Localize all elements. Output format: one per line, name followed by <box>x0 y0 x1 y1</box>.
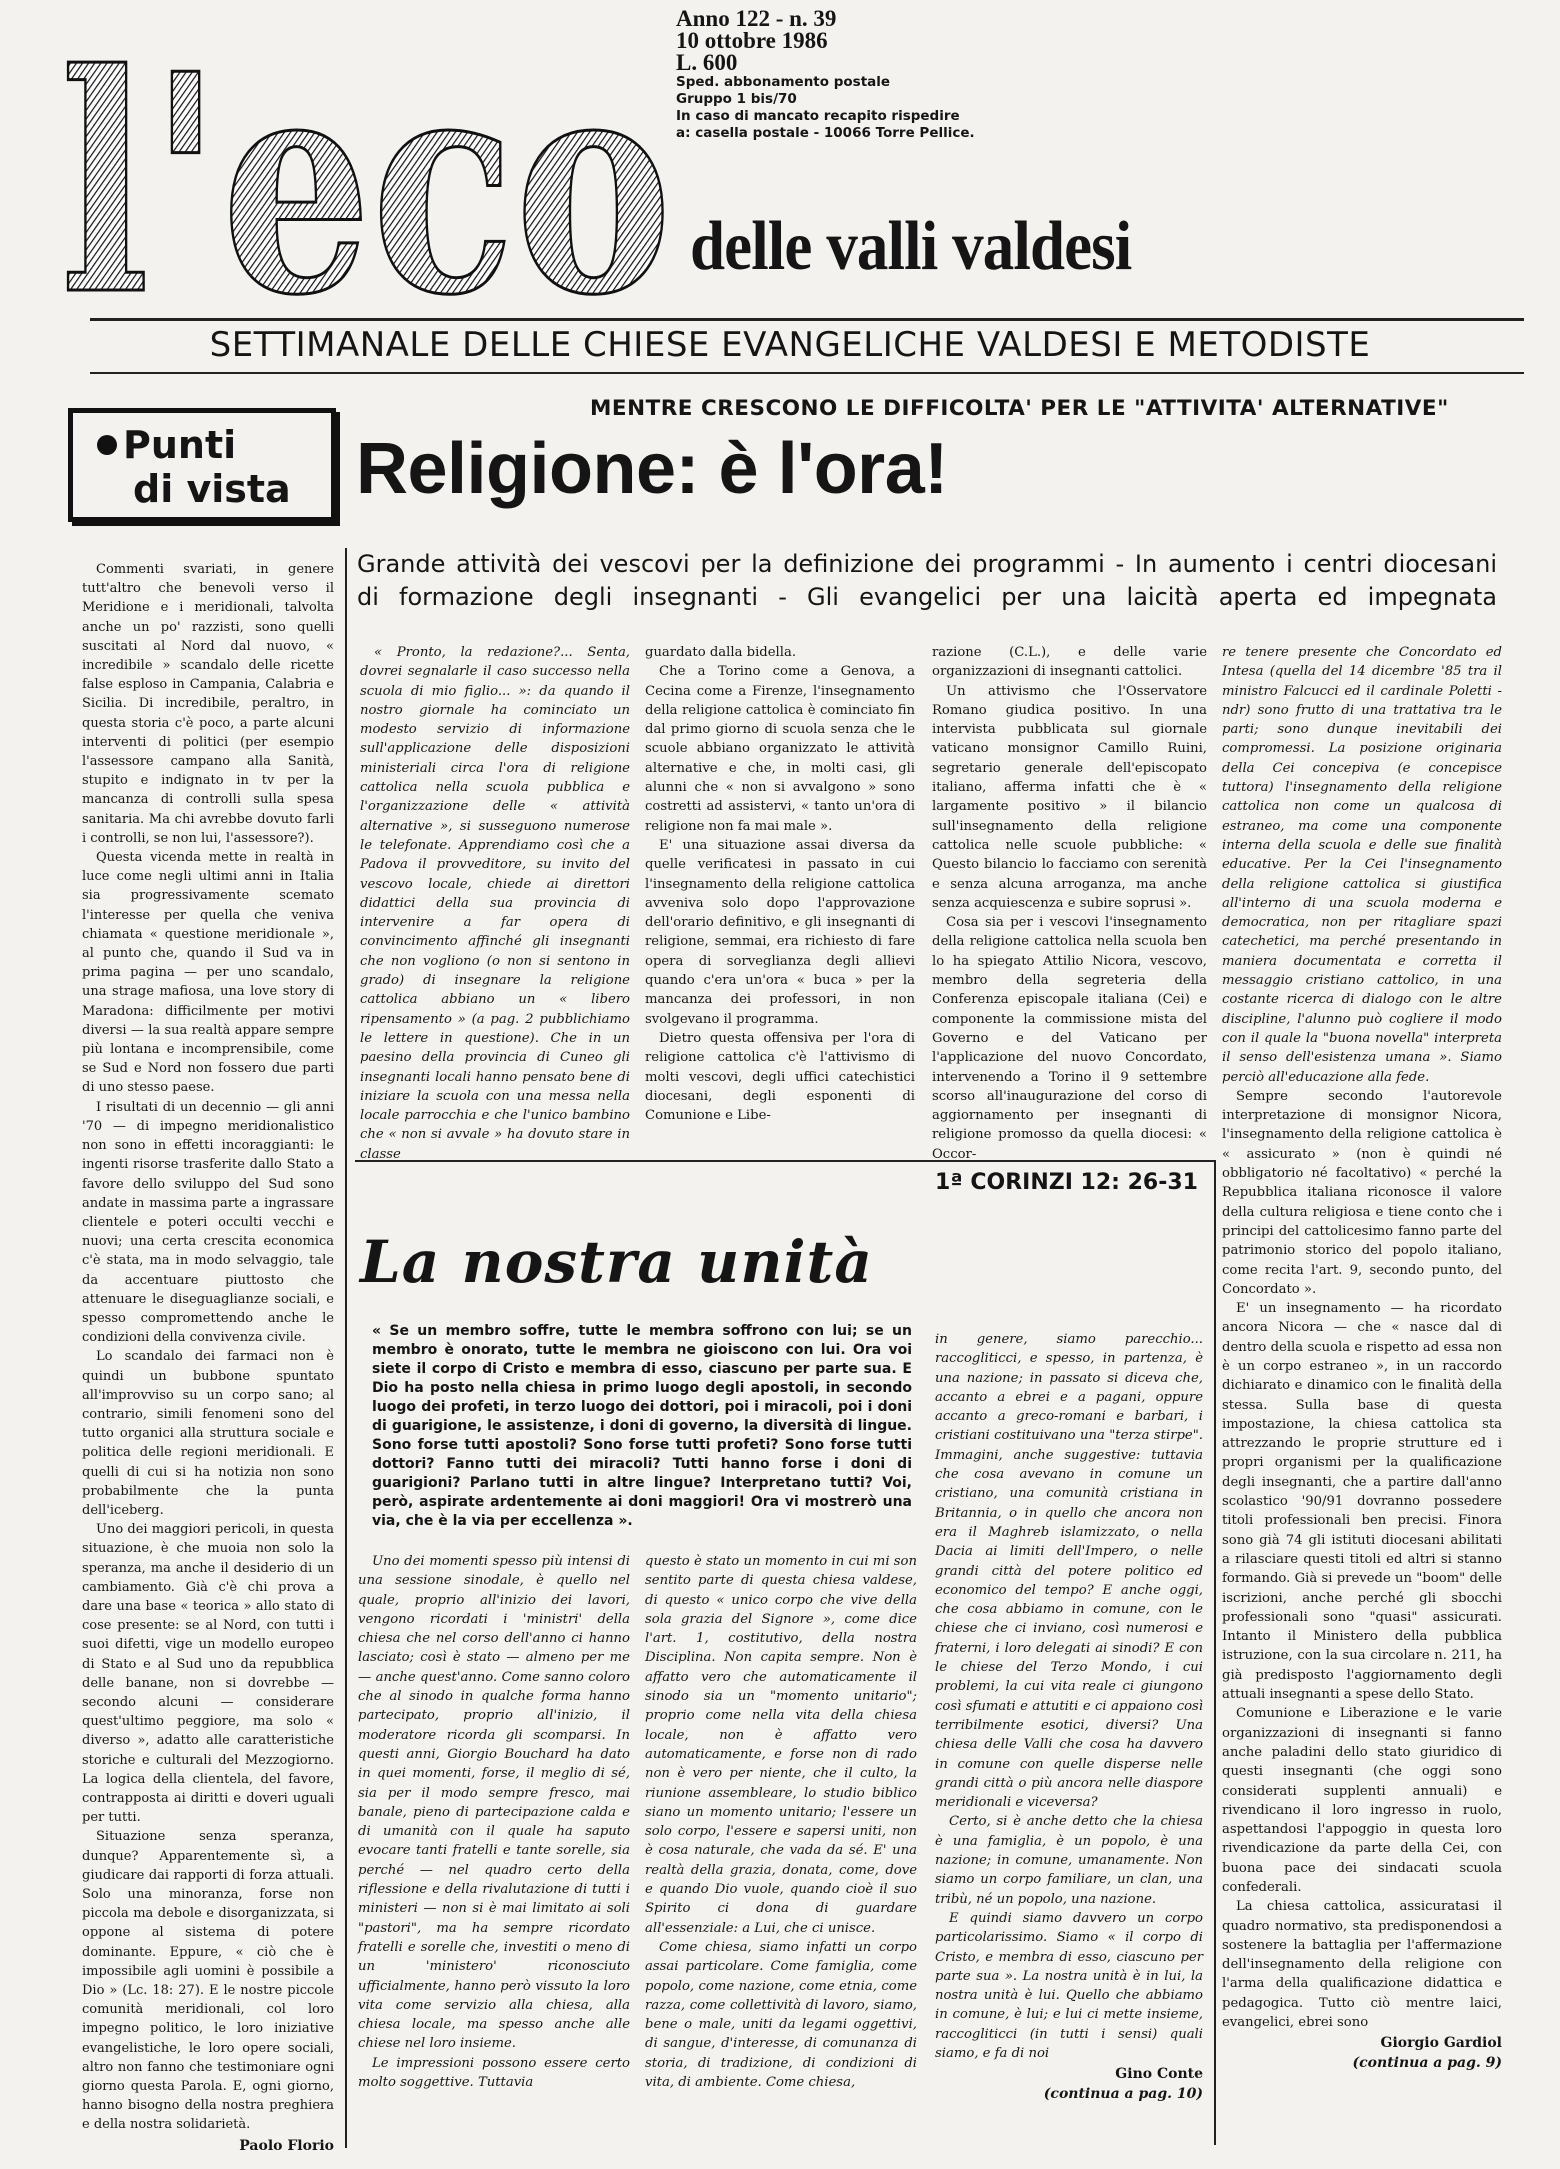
lead-col4-text-b: Sempre secondo l'autorevole interpretazione di monsignor Nicora, l'insegnamento della religione cattolica è « assicurato » (non è quindi né obbligatorio né facoltativo) « perché la Repubblica italiana riconosce il valore della cultura religiosa e tiene conto che i principi del cattolicesimo fanno parte del patrimonio storico del popolo italiano, come recita l'art. 9, secondo punto, del Concordato ». <box>1222 1088 1502 1297</box>
logo-text: l'eco <box>60 42 672 302</box>
unita-column-3 <box>935 1330 1203 2104</box>
postal-info-4: a: casella postale - 10066 Torre Pellice. <box>676 125 975 141</box>
lead-col3-text-a: razione (C.L.), e delle varie organizzazioni di insegnanti cattolici. <box>932 645 1207 680</box>
punti-di-vista-box <box>68 408 336 522</box>
unita-col3-text-a: in genere, siamo parecchio... raccogliticci, e spesso, in partenza, è una nazione; in passato si diceva che, accanto a ebrei e a pagani, oppure accanto a greco-romani e barbari, i cristiani costituivano una "terza stirpe". Immagini, anche suggestive: tuttavia che cosa avevano in comune un cristiano, una comunità cristiana in Britannia, o in quello che ancora non era il Maghreb islamizzato, o nella Dacia ai limiti dell'Impero, o nelle grandi città del potere politico ed economico del tempo? E anche oggi, che cosa abbiamo in comune, con le chiese che ci inviano, così numerosi e fraterni, i loro delegati ai sinodi? E con le chiese del Terzo Mondo, i cui problemi, la cui vita reale ci giungono così sfumati e attutiti e ci appaiono così terribilmente esotici, diversi? Una chiesa delle Valli che cosa ha davvero in comune con quelle disperse nelle grandi città o più ancora nelle diaspore meridionali e viceversa? <box>935 1332 1203 1811</box>
box-label-1: Punti <box>123 423 237 467</box>
unita-column-1 <box>358 1552 630 2092</box>
lead-col1-text: « Pronto, la redazione?... Senta, dovrei segnalarle il caso successo nella scuola di mio figlio... »: da quando il nostro giornale ha cominciato un modesto servizio di informazione sull'applicazione delle disposizioni ministeriali circa l'ora di religione cattolica nella scuola pubblica e l'organizzazione delle « attività alternative », si susseguono numerose le telefonate. Apprendiamo così che a Padova il provveditore, su invito del vescovo locale, chiede ai direttori didattici della sua provincia di intervenire a far opera di convincimento affinché gli insegnanti che non vogliono (o non si sentono in grado) di insegnare la religione cattolica abbiano un « libero ripensamento » (a pag. 2 pubblichiamo le lettere in questione). Che in un paesino della provincia di Cuneo gli insegnanti locali hanno pensato bene di iniziare la scuola con una messa nella locale parrocchia e che l'unico bambino che « non si avvale » ha dovuto stare in classe <box>360 645 630 1162</box>
unita-rubric: 1ª CORINZI 12: 26-31 <box>935 1170 1198 1195</box>
masthead-subtitle: delle valli valdesi <box>690 208 1132 285</box>
issue-number: Anno 122 - n. 39 <box>676 6 837 31</box>
pdv-paragraph-1: Commenti svariati, in genere tutt'altro che benevoli verso il Meridione e i meridionali, talvolta anche un po' razzisti, sono quelli suscitati al Nord dal nuovo, « incredibile » scandalo delle ricette false esploso in Campania, Calabria e Sicilia. Di incredibile, peraltro, in questa storia c'è poco, a parte alcuni interventi di politici (per esempio l'assessore campano alla Sanità, stupito e indignato in tv per la mancanza di controlli sulla spesa sanitaria. Ma chi avrebbe dovuto farli i controlli, se non lui, l'assessore?). <box>82 562 334 846</box>
unita-column-2 <box>645 1552 917 2092</box>
postal-info-2: Gruppo 1 bis/70 <box>676 91 797 107</box>
unita-col1-text-b: Le impressioni possono essere certo molto soggettive. Tuttavia <box>358 2055 630 2091</box>
lead-column-4 <box>1222 643 1502 2073</box>
unita-author: Gino Conte <box>1115 2066 1203 2083</box>
lead-col4-text-a: re tenere presente che Concordato ed Intesa (quella del 14 dicembre '85 tra il ministro Falcucci ed il cardinale Poletti - ndr) sono frutto di una trattativa tra le parti; sono dunque inevitabili dei compromessi. La posizione originaria della Cei concepiva (e concepisce tuttora) l'insegnamento della religione cattolica non come un qualcosa di estraneo, ma come una componente interna della scuola e delle sue finalità educative. Per la Cei l'insegnamento della religione cattolica si giustifica all'interno di una scuola moderna e democratica, non per ritagliare spazi catechetici, ma perché presentando in maniera documentata e corretta il messaggio cristiano cattolico, in una costante ricerca di dialogo con le altre discipline, l'alunno può cogliere il modo con il quale la "buona novella" interpreta il senso dell'esistenza umana ». Siamo perciò all'educazione alla fede. <box>1222 645 1502 1085</box>
punti-di-vista-column <box>82 560 334 2156</box>
lead-column-1 <box>360 643 630 1164</box>
unita-col1-text-a: Uno dei momenti spesso più intensi di una sessione sinodale, è quello nel quale, proprio all'inizio dei lavori, vengono ricordati i 'ministri' della chiesa che nel corso dell'anno ci hanno lasciato; così è stato — almeno per me — anche quest'anno. Come sanno coloro che al sinodo in qualche forma hanno partecipato, proprio all'inizio, il moderatore ricorda gli scomparsi. In questi anni, Giorgio Bouchard ha dato in quei momenti, forse, il meglio di sé, sia per il modo sempre fresco, mai banale, pieno di partecipazione calda e di umanità con il quale ha saputo evocare tanti fratelli e tante sorelle, sia perché — nel quadro certo della riflessione e della rivalutazione di tutti i ministeri — non si è mai limitato ai soli "pastori", ma ha sempre ricordato fratelli e sorelle che, investiti o meno di un 'ministero' riconosciuto ufficialmente, hanno però vissuto la loro vita come servizio alla chiesa, alla chiesa locale, ma spesso anche alle chiese nel loro insieme. <box>358 1554 630 2052</box>
lead-continuation: (continua a pag. 9) <box>1352 2054 1502 2071</box>
lead-col4-text-d: Comunione e Liberazione e le varie organizzazioni di insegnanti si fanno anche paladini dello stato giuridico di questi insegnanti (che oggi sono considerati supplenti annuali) e rivendicano il loro ingresso in ruolo, aspettandosi l'appoggio in questa loro rivendicazione da parte della Cei, con buona pace dei sindacati scuola confederali. <box>1222 1706 1502 1895</box>
pdv-paragraph-4: Lo scandalo dei farmaci non è quindi un bubbone spuntato all'improvviso su un corpo sano; al contrario, simili fenomeni sono del tutto organici alla struttura sociale e politica delle regioni meridionali. E quelli di cui si ha notizia non sono probabilmente che la punta dell'iceberg. <box>82 1349 334 1518</box>
postal-info-3: In caso di mancato recapito rispedire <box>676 108 960 124</box>
pdv-paragraph-3: I risultati di un decennio — gli anni '70 — di impegno meridionalistico non sono in effetti incoraggianti: le ingenti risorse trasferite dallo Stato a favore dello sviluppo del Sud sono andate in massima parte a ingrassare clientele e poteri occulti vecchi e nuovi; una certa crescita economica c'è stata, ma in modo selvaggio, tale da accentuare piuttosto che attenuare le diseguaglianze sociali, e spesso compromettendo anche le condizioni della convivenza civile. <box>82 1099 334 1346</box>
lead-col3-text-b: Un attivismo che l'Osservatore Romano giudica positivo. In una intervista pubblicata sul giornale vaticano monsignor Camillo Ruini, segretario generale dell'episcopato italiano, afferma infatti che è « largamente positivo » il bilancio sull'insegnamento della religione cattolica nelle scuole pubbliche: « Questo bilancio lo facciamo con serenità e senza alcuna arroganza, ma anche senza acquiescenza e subire soprusi ». <box>932 683 1207 911</box>
unita-col3-text-b: Certo, si è anche detto che la chiesa è una famiglia, è un popolo, è una nazione; in comune, umanamente. Non siamo un corpo familiare, un clan, una tribù, né un popolo, una nazione. <box>935 1814 1203 1907</box>
issue-date: 10 ottobre 1986 <box>676 28 828 53</box>
issue-info <box>676 8 976 142</box>
lead-deck <box>357 548 1497 614</box>
masthead-rule-top <box>90 318 1524 321</box>
unita-col3-text-c: E quindi siamo davvero un corpo particolarissimo. Siamo « il corpo di Cristo, e membra di esso, ciascuno per parte sua ». La nostra unità è in lui, la nostra unità è lui. Quello che abbiamo in comune, è lui; e lui ci mette insieme, raccogliticci (in tutti i sensi) quali siamo, e fa di noi <box>935 1910 1203 2061</box>
pdv-author: Paolo Florio <box>239 2137 334 2154</box>
lead-col4-text-e: La chiesa cattolica, assicuratasi il quadro normativo, sta predisponendosi a sostenere la battaglia per l'affermazione dell'insegnamento della religione con l'arma della qualificazione didattica e pedagogica. Tutto ciò mentre laici, evangelici, ebrei sono <box>1222 1899 1502 2031</box>
lead-col2-text-b: Che a Torino come a Genova, a Cecina come a Firenze, l'insegnamento della religione cattolica è cominciato fin dal primo giorno di scuola senza che le scuole abbiano organizzato le attività alternative e che, in molti casi, gli alunni che « non si avvalgono » sono costretti ad assistervi, « tanto un'ora di religione non fa mai male ». <box>645 664 915 834</box>
postal-info-1: Sped. abbonamento postale <box>676 74 891 90</box>
pdv-paragraph-5: Uno dei maggiori pericoli, in questa situazione, è che muoia non solo la speranza, ma anche il desiderio di un cambiamento. Già c'è chi prova a dare una base « teorica » allo stato di cose presente: se al Nord, con tutti i suoi difetti, vige un modello europeo di Stato e al Sud uno da repubblica delle banane, non si dovrebbe — secondo alcuni — considerare quest'ultimo peggiore, ma solo « diverso », adatto alle caratteristiche storiche e culturali del Mezzogiorno. La logica della clientela, del favore, contrapposta ai diritti e doveri uguali per tutti. <box>82 1522 334 1826</box>
lead-col2-text-a: guardato dalla bidella. <box>645 645 797 660</box>
masthead-rule-bottom <box>90 372 1524 374</box>
unita-continuation: (continua a pag. 10) <box>1043 2085 1203 2102</box>
lead-col4-text-c: E' un insegnamento — ha ricordato ancora Nicora — che « nasce dal di dentro della scuola e rispetto ad essa non è un corpo estraneo », in un raccordo dichiarato e dinamico con le finalità della stessa. Sulla base di questa impostazione, la chiesa cattolica sta attrezzando le proprie strutture ed i propri organismi per la qualificazione degli insegnanti, che a partire dall'anno scolastico '90/91 dovranno possedere titoli professionali ben precisi. Finora sono già 74 gli istituti diocesani abilitati a rilasciare questi titoli ed altri si stanno formando. Già si prevede un "boom" delle iscrizioni, anche perché gli sbocchi professionali sono "quasi" assicurati. Intanto il Ministero della pubblica istruzione, con la sua circolare n. 211, ha già predisposto l'aggiornamento degli attuali insegnanti a spese dello Stato. <box>1222 1301 1502 1703</box>
unita-col2-text-a: questo è stato un momento in cui mi son sentito parte di questa chiesa valdese, di questo « unico corpo che vive della sola grazia del Signore », come dice l'art. 1, costitutivo, della nostra Disciplina. Non capita sempre. Non è affatto vero che automaticamente il sinodo sia un "momento unitario"; proprio come nella vita della chiesa locale, non è affatto vero automaticamente, e forse non di rado non è vero per niente, che il culto, la riunione assembleare, lo studio biblico siano un momento unitario; l'essere un solo corpo, l'essere e sapersi uniti, non è cosa naturale, che vada da sé. E' una realtà della grazia, donata, come, dove e quando Dio vuole, quando cioè il suo Spirito ci dona di guardare all'essenziale: a Lui, che ci unisce. <box>645 1554 917 1936</box>
column-rule-right <box>1214 1160 1216 2145</box>
lead-headline: Religione: è l'ora! <box>356 429 948 509</box>
unita-quote: « Se un membro soffre, tutte le membra soffrono con lui; se un membro è onorato, tutte le membra ne gioiscono con lui. Ora voi siete il corpo di Cristo e membra di esso, ciascuno per parte sua. E Dio ha posto nella chiesa in primo luogo degli apostoli, in secondo luogo dei profeti, in terzo luogo dei dottori, poi i miracoli, poi i doni di guarigione, le assistenze, i doni di governo, la diversità di lingue. Sono forse tutti apostoli? Sono forse tutti profeti? Sono forse tutti dottori? Fanno tutti dei miracoli? Tutti hanno forse i doni di guarigioni? Parlano tutti in altre lingue? Interpretano tutti? Voi, però, aspirate ardentemente ai doni maggiori! Ora vi mostrerò una via, che è la via per eccellenza ». <box>372 1323 912 1529</box>
lead-col3-text-c: Cosa sia per i vescovi l'insegnamento della religione cattolica nella scuola ben lo ha spiegato Attilio Nicora, vescovo, membro della segreteria della Conferenza episcopale italiana (Cei) e componente la commissione mista del Governo e del Vaticano per l'applicazione del nuovo Concordato, intervenendo a Torino il 9 settembre scorso all'inaugurazione del corso di aggiornamento per insegnanti di religione promosso da quella diocesi: « Occor- <box>932 915 1207 1162</box>
lead-column-2 <box>645 643 915 1125</box>
masthead-tagline: SETTIMANALE DELLE CHIESE EVANGELICHE VALDESI E METODISTE <box>209 325 1371 365</box>
pdv-paragraph-6: Situazione senza speranza, dunque? Apparentemente sì, a giudicare dai rapporti di forza attuali. Solo una minoranza, forse non piccola ma debole e disorganizzata, si oppone al sistema di potere dominante. Eppure, « ciò che è impossibile agli uomini è possibile a Dio » (Lc. 18: 27). E le nostre piccole comunità meridionali, col loro impegno politico, le loro iniziative evangelistiche, le loro opere sociali, altro non fanno che testimoniare ogni giorno questa Parola. E, ogni giorno, hanno bisogno della nostra preghiera e della nostra solidarietà. <box>82 1829 334 2133</box>
lead-kicker: MENTRE CRESCONO LE DIFFICOLTA' PER LE "ATTIVITA' ALTERNATIVE" <box>590 396 1449 421</box>
lead-col2-text-c: E' una situazione assai diversa da quelle verificatesi in passato in cui l'insegnamento della religione cattolica avveniva solo dopo l'approvazione dell'orario definitivo, e gli insegnanti di religione, semmai, era richiesto di fare opera di sorveglianza degli allievi quando c'era un'ora « buca » per la mancanza dei professori, in non svolgevano il programma. <box>645 837 915 1027</box>
unita-title: La nostra unità <box>360 1228 873 1296</box>
lead-col2-text-d: Dietro questa offensiva per l'ora di religione cattolica c'è l'attivismo di molti vescovi, degli uffici catechistici diocesani, degli esponenti di Comunione e Libe- <box>645 1030 915 1124</box>
bullet-icon <box>97 435 117 455</box>
section-rule <box>355 1160 1215 1162</box>
lead-deck-line-2: di formazione degli insegnanti - Gli evangelici per una laicità aperta ed impegnata <box>357 583 1497 611</box>
box-label-2: di vista <box>133 467 291 511</box>
masthead-logo <box>60 42 678 302</box>
unita-col2-text-b: Come chiesa, siamo infatti un corpo assai particolare. Come famiglia, come popolo, come nazione, come etnia, come razza, come collettività di lavoro, siamo, bene o male, uniti da legami oggettivi, di sangue, d'interesse, di comunanza di storia, di tradizione, di condizioni di vita, di ambiente. Come chiesa, <box>645 1939 917 2091</box>
lead-column-3 <box>932 643 1207 1164</box>
issue-price: L. 600 <box>676 50 738 75</box>
lead-deck-line-1: Grande attività dei vescovi per la definizione dei programmi - In aumento i centri diocesani <box>357 550 1497 578</box>
pdv-paragraph-2: Questa vicenda mette in realtà in luce come negli ultimi anni in Italia sia progressivamente scemato l'interesse per quella che veniva chiamata « questione meridionale », al punto che, quando il Sud va in prima pagina — per uno scandalo, una strage mafiosa, una love story di Maradona: difficilmente per motivi diversi — la sua realtà appare sempre più lontana e incomprensibile, come se Sud e Nord non fossero due parti di uno stesso paese. <box>82 850 334 1096</box>
lead-author: Giorgio Gardiol <box>1380 2035 1502 2052</box>
column-rule-left <box>345 548 347 2148</box>
